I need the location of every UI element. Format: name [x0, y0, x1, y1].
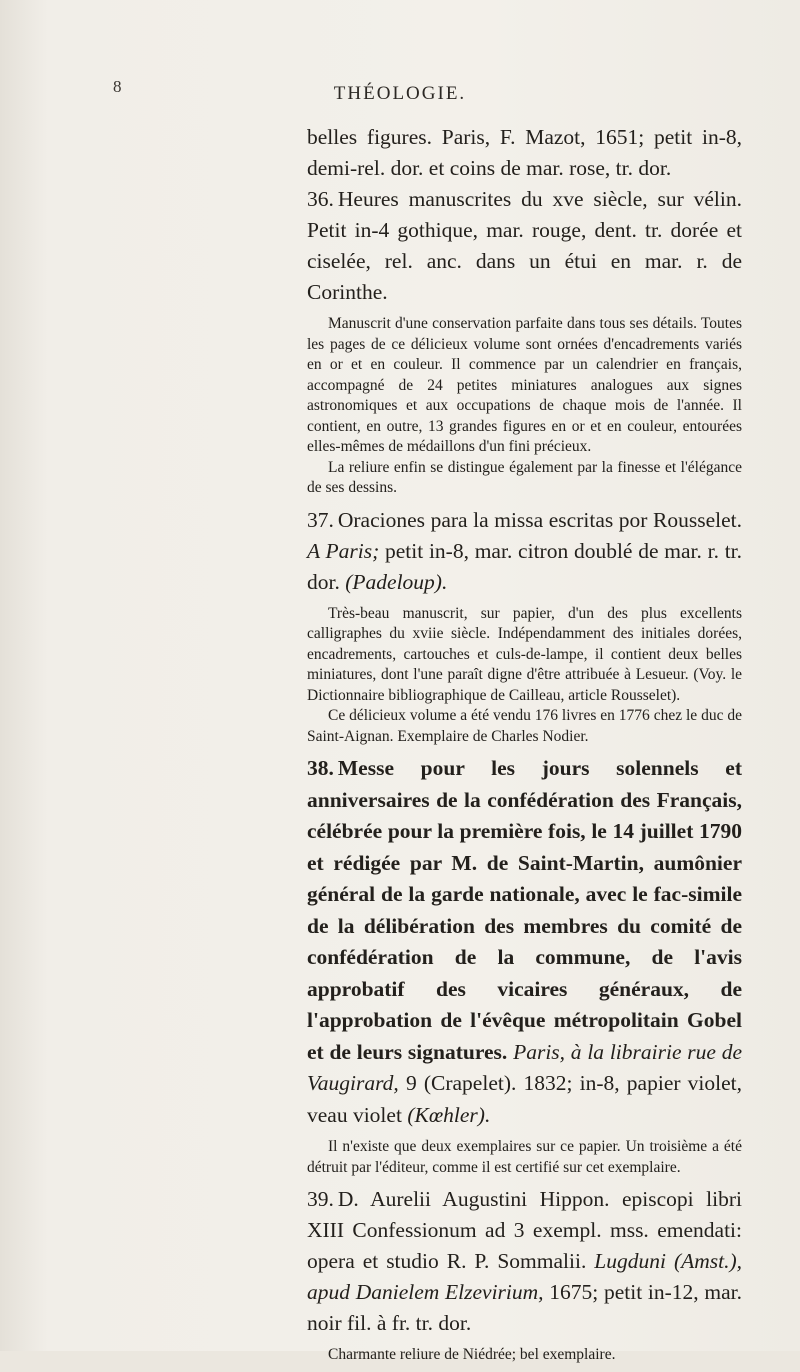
entry-note: Charmante reliure de Niédrée; bel exemplaire.: [328, 1346, 616, 1363]
entry-binder: (Kœhler).: [407, 1102, 491, 1127]
entry-number: 39.: [307, 1187, 334, 1211]
entry-notes: [307, 604, 742, 748]
entry-title: Heures manuscrites du xve siècle, sur vélin. Petit in-4 gothique, mar. rouge, dent. tr. dorée et ciselée, rel. anc. dans un étui en mar. r. de Corinthe.: [307, 187, 742, 304]
entry-title: Oraciones para la missa escritas por Rousselet.: [337, 507, 742, 532]
catalogue-entry-37: [307, 505, 742, 748]
entry-note: Il n'existe que deux exemplaires sur ce papier. Un troisième a été détruit par l'éditeur, comme il est certifié sur cet exemplaire.: [307, 1138, 742, 1176]
entry-title: Messe pour les jours solennels et anniversaires de la confédération des Français, célébrée pour la première fois, le 14 juillet 1790 et rédigée par M. de Saint-Martin, aumônier général de la garde nationale, avec le fac-simile de la délibération des membres du comité de confédération de la commune, de l'avis approbatif des vicaires généraux, de l'approbation de l'évêque métropolitain Gobel et de leurs signatures.: [307, 756, 742, 1064]
entry-number: 36.: [307, 187, 334, 211]
entry-note: Manuscrit d'une conservation parfaite dans tous ses détails. Toutes les pages de ce délicieux volume sont ornées d'encadrements variés en or et en couleur. Il commence par un calendrier en français, accompagné de 24 petites miniatures analogues aux signes astronomiques et aux occupations de chaque mois de l'année. Il contient, en outre, 13 grandes figures en or et en couleur, entourées elles-mêmes de médaillons d'un fini précieux.: [307, 315, 742, 455]
entry-imprint-place: Lugduni (Amst.), apud Danielem Elzevirium,: [307, 1249, 743, 1304]
entry-number: 37.: [307, 507, 334, 532]
running-head: THÉOLOGIE.: [333, 83, 467, 104]
entry-imprint: petit in-8, mar. citron doublé de mar. r. tr. dor.: [307, 538, 743, 594]
entry-imprint-place: A Paris;: [307, 538, 380, 563]
catalogue-entry-38: [307, 753, 742, 1178]
page-number: 8: [113, 77, 122, 96]
entry-imprint: 1675; petit in-12, mar. noir fil. à fr. tr. dor.: [307, 1280, 742, 1335]
continued-entry-text: belles figures. Paris, F. Mazot, 1651; petit in-8, demi-rel. dor. et coins de mar. rose, tr. dor.: [307, 125, 742, 180]
entry-title: D. Aurelii Augustini Hippon. episcopi libri XIII Confessionum ad 3 exempl. mss. emendati: opera et studio R. P. Sommalii.: [307, 1187, 742, 1273]
entry-note: Ce délicieux volume a été vendu 176 livres en 1776 chez le duc de Saint-Aignan. Exemplaire de Charles Nodier.: [307, 707, 742, 745]
catalogue-entry-36: [307, 184, 742, 499]
entry-notes: [307, 1345, 742, 1366]
entry-number: 38.: [307, 756, 334, 780]
entry-notes: [307, 1137, 742, 1178]
entry-note: Très-beau manuscrit, sur papier, d'un des plus excellents calligraphes du xviie siècle. Indépendamment des initiales dorées, encadrements, cartouches et culs-de-lampe, il contient deux belles miniatures, dont l'une paraît digne d'être attribuée à Lesueur. (Voy. le Dictionnaire bibliographique de Cailleau, article Rousselet).: [307, 604, 742, 704]
entry-note: La reliure enfin se distingue également par la finesse et l'élégance de ses dessins.: [307, 458, 742, 496]
entry-binder: (Padeloup).: [345, 569, 448, 594]
catalogue-entry-39: [307, 1184, 742, 1366]
catalogue-body: [307, 122, 742, 1372]
entry-imprint-place: Paris, à la librairie rue de Vaugirard,: [307, 1039, 743, 1095]
entry-notes: [307, 314, 742, 499]
entry-imprint: 9 (Crapelet). 1832; in-8, papier violet, veau violet: [307, 1071, 743, 1127]
